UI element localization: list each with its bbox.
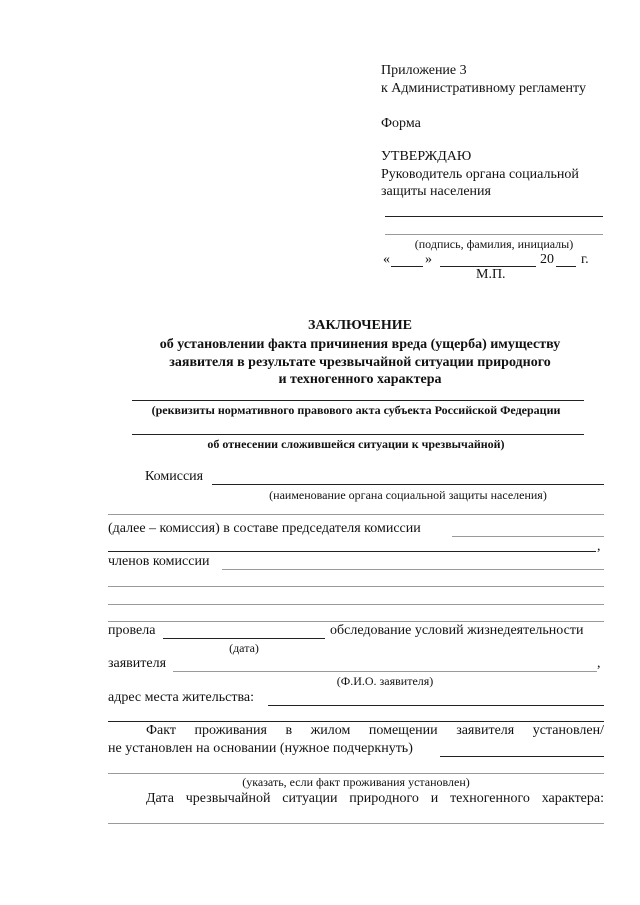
applicant-caption: (Ф.И.О. заявителя) xyxy=(336,674,434,688)
chairman-comma: , xyxy=(597,539,601,554)
applicant-field[interactable] xyxy=(173,671,597,672)
head-title-line1: Руководитель органа социальной xyxy=(381,167,579,182)
date-day-field[interactable] xyxy=(391,266,423,267)
residence-text-line1: Факт проживания в жилом помещении заявителя установлен/ xyxy=(146,723,604,738)
applicant-comma: , xyxy=(597,656,601,671)
address-field[interactable] xyxy=(268,705,604,706)
date-quote-open: « xyxy=(383,252,390,267)
document-subtitle-line2: заявителя в результате чрезвычайной ситуации природного xyxy=(169,355,551,370)
commission-caption: (наименование органа социальной защиты населения) xyxy=(269,488,547,502)
requisites-field-2[interactable] xyxy=(132,434,584,435)
members-field-3[interactable] xyxy=(108,604,604,605)
members-label: членов комиссии xyxy=(108,554,210,569)
document-title: ЗАКЛЮЧЕНИЕ xyxy=(307,318,413,333)
conducted-label: провела xyxy=(108,623,156,638)
head-name-line[interactable] xyxy=(385,234,603,235)
approve-label: УТВЕРЖДАЮ xyxy=(381,149,472,164)
head-title-line2: защиты населения xyxy=(381,184,491,199)
date-year-prefix: 20 xyxy=(540,252,554,267)
chairman-extra-line[interactable] xyxy=(108,551,596,552)
commission-label: Комиссия xyxy=(145,469,204,484)
chairman-label: (далее – комиссия) в составе председателя комиссии xyxy=(108,521,421,536)
residence-basis-field[interactable] xyxy=(440,756,604,757)
commission-extra-line[interactable] xyxy=(108,514,604,515)
residence-text-line2: не установлен на основании (нужное подчеркнуть) xyxy=(108,741,413,756)
regulation-label: к Административному регламенту xyxy=(381,81,586,96)
members-field-1[interactable] xyxy=(222,569,604,570)
members-field-2[interactable] xyxy=(108,586,604,587)
chairman-field[interactable] xyxy=(452,536,604,537)
address-label: адрес места жительства: xyxy=(108,690,254,705)
form-label: Форма xyxy=(381,116,421,131)
requisites-caption-1: (реквизиты нормативного правового акта субъекта Российской Федерации xyxy=(151,403,561,417)
document-subtitle-line1: об установлении факта причинения вреда (ущерба) имуществу xyxy=(159,337,561,352)
seal-label: М.П. xyxy=(476,267,506,282)
survey-label: обследование условий жизнедеятельности xyxy=(330,623,584,638)
survey-date-field[interactable] xyxy=(163,638,325,639)
date-year-field[interactable] xyxy=(556,266,576,267)
emergency-date-field[interactable] xyxy=(108,823,604,824)
applicant-label: заявителя xyxy=(108,656,167,671)
requisites-field-1[interactable] xyxy=(132,400,584,401)
signature-caption: (подпись, фамилия, инициалы) xyxy=(414,237,574,251)
requisites-caption-2: об отнесении сложившейся ситуации к чрезвычайной) xyxy=(207,437,505,451)
date-caption: (дата) xyxy=(229,641,259,655)
residence-caption: (указать, если факт проживания установлен) xyxy=(242,775,470,789)
document-subtitle-line3: и техногенного характера xyxy=(278,372,442,387)
date-year-suffix: г. xyxy=(581,252,589,267)
emergency-date-label: Дата чрезвычайной ситуации природного и техногенного характера: xyxy=(146,791,604,806)
commission-field[interactable] xyxy=(212,484,604,485)
head-signature-line[interactable] xyxy=(385,216,603,217)
date-quote-close: » xyxy=(425,252,432,267)
appendix-label: Приложение 3 xyxy=(381,63,467,78)
